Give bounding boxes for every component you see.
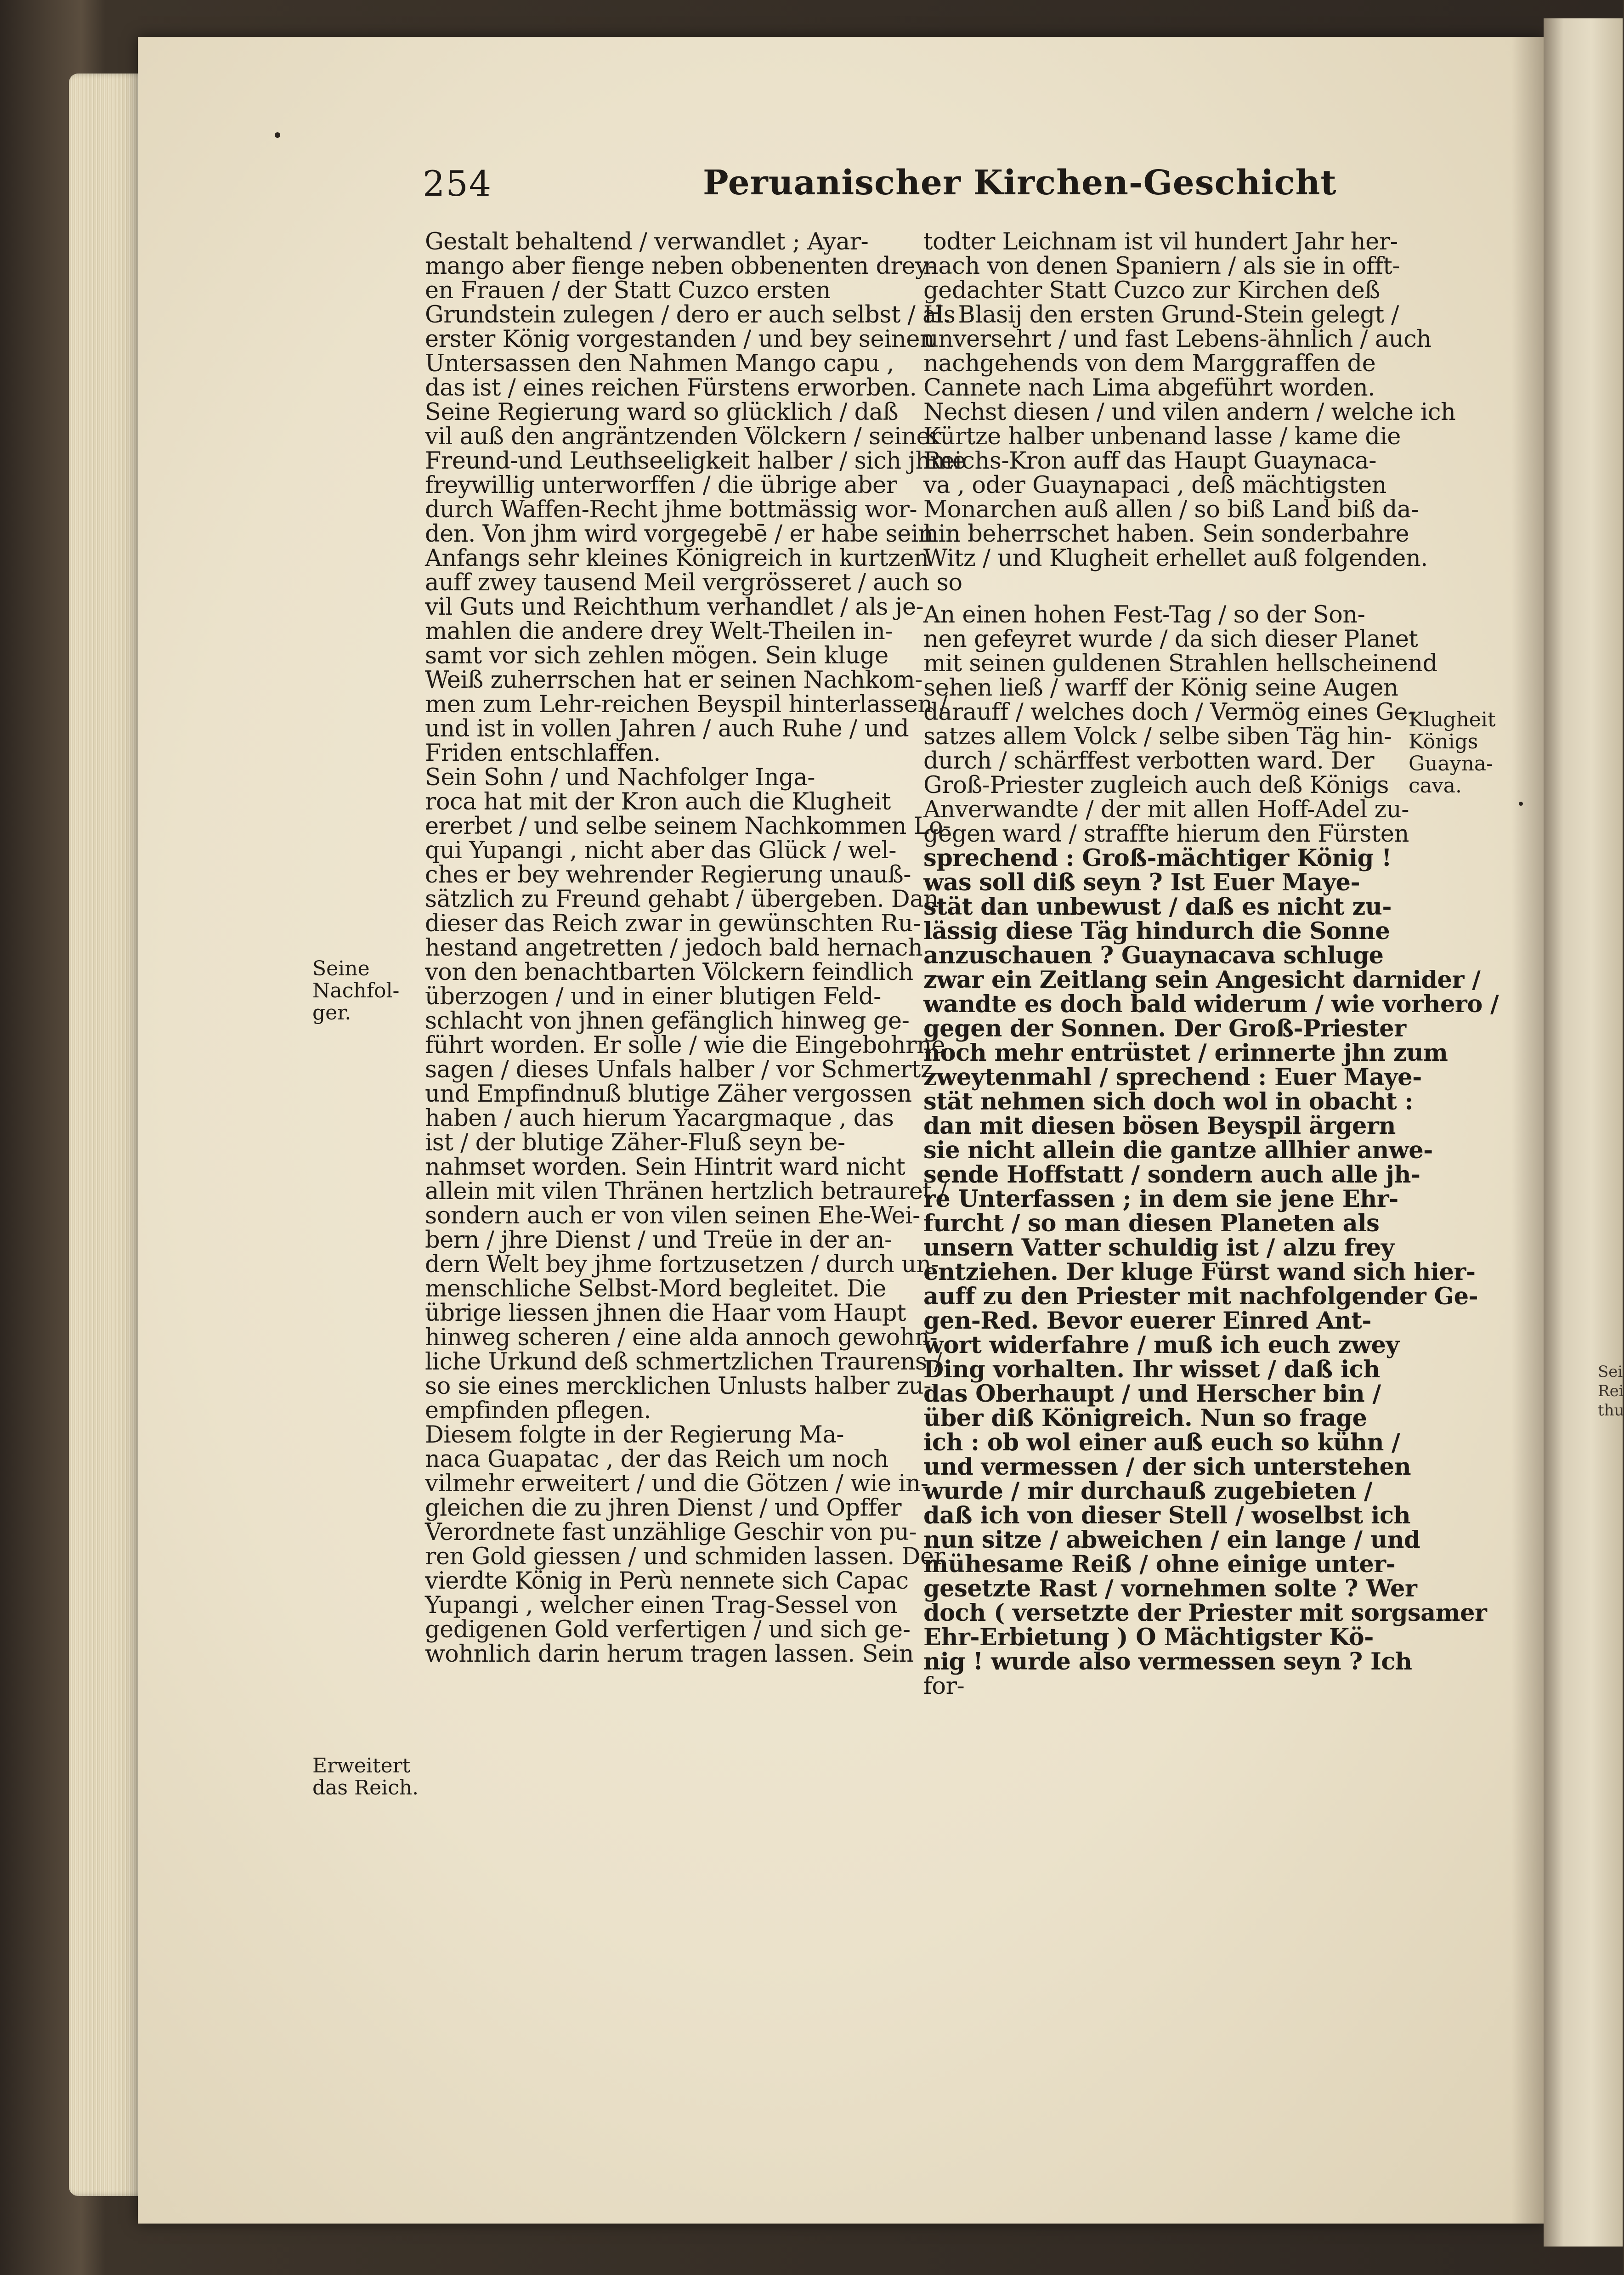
text-line: qui Yupangi , nicht aber das Glück / wel- [425, 837, 896, 864]
text-line: daß ich von dieser Stell / woselbst ich [923, 1502, 1411, 1529]
text-line: gesetzte Rast / vornehmen solte ? Wer [923, 1575, 1417, 1602]
text-line: Untersassen den Nahmen Mango capu , [425, 350, 894, 377]
text-line: en Frauen / der Statt Cuzco ersten [425, 277, 831, 304]
text-line: mango aber fienge neben obbenenten drey- [425, 253, 936, 280]
text-line: Gestalt behaltend / verwandlet ; Ayar- [425, 228, 869, 255]
text-line: Yupangi , welcher einen Trag-Sessel von [425, 1592, 898, 1619]
text-line: men zum Lehr-reichen Beyspil hinterlassen / [425, 691, 948, 718]
text-line: vil Guts und Reichthum verhandlet / als je- [425, 594, 924, 621]
text-line: überzogen / und in einer blutigen Feld- [425, 983, 881, 1010]
text-line: Friden entschlaffen. [425, 740, 661, 767]
text-line: bern / jhre Dienst / und Treüe in der an- [425, 1227, 892, 1254]
text-line: Nechst diesen / und vilen andern / welche ich [923, 399, 1456, 426]
text-line: nen gefeyret wurde / da sich dieser Planet [923, 626, 1418, 653]
text-line: gedachter Statt Cuzco zur Kirchen deß [923, 277, 1380, 304]
text-line: hestand angetretten / jedoch bald hernach [425, 934, 923, 962]
text-line: ches er bey wehrender Regierung unauß- [425, 861, 911, 888]
text-line: dieser das Reich zwar in gewünschten Ru- [425, 910, 921, 937]
text-line: nig ! wurde also vermessen seyn ? Ich [923, 1648, 1412, 1675]
text-line: gedigenen Gold verfertigen / und sich ge- [425, 1616, 911, 1643]
text-line: gen-Red. Bevor euerer Einred Ant- [923, 1307, 1372, 1335]
text-line: Reichs-Kron auff das Haupt Guaynaca- [923, 447, 1376, 475]
text-line: durch Waffen-Recht jhme bottmässig wor- [425, 496, 917, 523]
text-line: todter Leichnam ist vil hundert Jahr her- [923, 228, 1398, 255]
text-line: schlacht von jhnen gefänglich hinweg ge- [425, 1007, 910, 1035]
text-line: Witz / und Klugheit erhellet auß folgenden. [923, 545, 1428, 572]
margin-note-line: Königs [1409, 730, 1478, 753]
margin-note-line: Guayna- [1409, 752, 1494, 775]
text-line: ist / der blutige Zäher-Fluß seyn be- [425, 1129, 845, 1156]
text-line: satzes allem Volck / selbe siben Täg hin- [923, 723, 1392, 750]
text-line: Monarchen auß allen / so biß Land biß da- [923, 496, 1419, 523]
text-line: sätzlich zu Freund gehabt / übergeben. Dan [425, 886, 939, 913]
text-line: re Unterfassen ; in dem sie jene Ehr- [923, 1185, 1398, 1213]
text-line: ren Gold giessen / und schmiden lassen. Der [425, 1543, 945, 1570]
text-line: samt vor sich zehlen mögen. Sein kluge [425, 642, 888, 669]
text-line: wurde / mir durchauß zugebieten / [923, 1477, 1373, 1505]
text-line: unsern Vatter schuldig ist / alzu frey [923, 1234, 1394, 1262]
text-line: liche Urkund deß schmertzlichen Traurens / [425, 1348, 942, 1375]
text-line: vil auß den angräntzenden Völckern / seiner [425, 423, 941, 450]
text-line: Weiß zuherrschen hat er seinen Nachkom- [425, 667, 922, 694]
text-line: nachgehends von dem Marggraffen de [923, 350, 1376, 377]
text-line: führt worden. Er solle / wie die Eingebohrne [425, 1032, 945, 1059]
text-line: sprechend : Groß-mächtiger König ! [923, 844, 1392, 872]
text-line: erster König vorgestanden / und bey seinen [425, 326, 935, 353]
text-line: freywillig unterworffen / die übrige aber [425, 472, 897, 499]
text-line: Grundstein zulegen / dero er auch selbst / als [425, 301, 956, 328]
text-line: und ist in vollen Jahren / auch Ruhe / und [425, 715, 909, 742]
text-line: vierdte König in Perù nennete sich Capac [425, 1568, 909, 1595]
text-line: sehen ließ / warff der König seine Augen [923, 674, 1398, 702]
ink-dot [1519, 802, 1523, 806]
next-page-edge [1544, 18, 1623, 2247]
margin-note-line: Nachfol- [312, 979, 400, 1002]
text-line: den. Von jhm wird vorgegebē / er habe sein [425, 521, 934, 548]
text-line: gleichen die zu jhren Dienst / und Opffer [425, 1494, 901, 1522]
text-line: zweytenmahl / sprechend : Euer Maye- [923, 1064, 1422, 1091]
next-page-margin-fragment [1598, 1362, 1624, 1420]
margin-note-line: ger. [312, 1001, 351, 1024]
text-line: naca Guapatac , der das Reich um noch [425, 1446, 888, 1473]
text-line: hin beherrschet haben. Sein sonderbahre [923, 521, 1409, 548]
right-paragraph-1 [923, 228, 1456, 572]
text-line: roca hat mit der Kron auch die Klugheit [425, 788, 891, 815]
text-line: hinweg scheren / eine alda annoch gewohn- [425, 1324, 938, 1351]
text-line: wohnlich darin herum tragen lassen. Sein [425, 1641, 914, 1668]
text-line: darauff / welches doch / Vermög eines Ge- [923, 699, 1415, 726]
text-line: so sie eines mercklichen Unlusts halber zu- [425, 1373, 931, 1400]
text-line: H. Blasij den ersten Grund-Stein gelegt / [923, 301, 1399, 328]
text-line: ererbet / und selbe seinem Nachkommen Lo- [425, 813, 951, 840]
text-line: An einen hohen Fest-Tag / so der Son- [923, 601, 1365, 628]
text-line: sondern auch er von vilen seinen Ehe-Wei- [425, 1202, 920, 1229]
text-line: Anfangs sehr kleines Königreich in kurtzen [425, 545, 929, 572]
text-line: ich : ob wol einer auß euch so kühn / [923, 1429, 1400, 1456]
margin-note-expanded-realm [312, 1755, 419, 1799]
margin-note-line: Seine [312, 957, 370, 980]
text-line: Verordnete fast unzählige Geschir von pu- [425, 1519, 917, 1546]
text-line: Anverwandte / der mit allen Hoff-Adel zu- [923, 796, 1409, 823]
margin-note-line: Klugheit [1409, 708, 1496, 731]
text-line: doch ( versetzte der Priester mit sorgsamer [923, 1599, 1487, 1627]
text-line: lässig diese Täg hindurch die Sonne [923, 917, 1390, 945]
ink-dot [275, 132, 280, 138]
text-line: Kürtze halber unbenand lasse / kame die [923, 423, 1401, 450]
text-line: Freund-und Leuthseeligkeit halber / sich jhme [425, 447, 966, 475]
text-line: nun sitze / abweichen / ein lange / und [923, 1526, 1420, 1554]
text-line: wandte es doch bald widerum / wie vorhero / [923, 990, 1499, 1018]
text-line: unversehrt / und fast Lebens-ähnlich / auch [923, 326, 1432, 353]
text-line: stät dan unbewust / daß es nicht zu- [923, 893, 1392, 921]
text-line: Cannete nach Lima abgeführt worden. [923, 374, 1375, 402]
page-stack-edges [69, 74, 147, 2196]
text-line: for- [923, 1673, 965, 1700]
text-line: auff zwey tausend Meil vergrösseret / auch so [425, 569, 962, 596]
text-line: übrige liessen jhnen die Haar vom Haupt [425, 1300, 906, 1327]
page-number: 254 [423, 163, 492, 204]
margin-note-wisdom [1409, 709, 1496, 797]
text-line: zwar ein Zeitlang sein Angesicht darnider / [923, 966, 1481, 994]
margin-note-line: thu [1598, 1401, 1624, 1420]
text-line: stät nehmen sich doch wol in obacht : [923, 1088, 1413, 1115]
text-line: Seine Regierung ward so glücklich / daß [425, 399, 899, 426]
text-line: nach von denen Spaniern / als sie in offt- [923, 253, 1400, 280]
page-header [423, 163, 1337, 209]
text-line: sagen / dieses Unfals halber / vor Schmertz [425, 1056, 933, 1083]
margin-note-successors [312, 958, 399, 1024]
text-line: nahmset worden. Sein Hintrit ward nicht [425, 1154, 905, 1181]
text-line: menschliche Selbst-Mord begleitet. Die [425, 1275, 886, 1302]
text-line: mühesame Reiß / ohne einige unter- [923, 1551, 1396, 1578]
margin-note-line: Rei [1598, 1382, 1624, 1400]
text-line: mahlen die andere drey Welt-Theilen in- [425, 618, 893, 645]
text-line: durch / schärffest verbotten ward. Der [923, 747, 1374, 775]
text-line: gegen ward / straffte hierum den Fürsten [923, 821, 1409, 848]
text-line: Diesem folgte in der Regierung Ma- [425, 1421, 844, 1449]
text-line: das ist / eines reichen Fürstens erworben. [425, 374, 917, 402]
margin-note-line: Sei [1598, 1363, 1623, 1381]
text-line: auff zu den Priester mit nachfolgender Ge- [923, 1283, 1478, 1310]
text-line: haben / auch hierum Yacargmaque , das [425, 1105, 894, 1132]
text-line: allein mit vilen Thränen hertzlich betrauret / [425, 1178, 947, 1205]
running-title: Peruanischer Kirchen-Geschicht [703, 163, 1337, 203]
text-line: empfinden pflegen. [425, 1397, 651, 1424]
text-line: das Oberhaupt / und Herscher bin / [923, 1380, 1381, 1408]
text-line: über diß Königreich. Nun so frage [923, 1404, 1367, 1432]
right-text-column [923, 228, 1499, 1700]
text-line: dern Welt bey jhme fortzusetzen / durch un- [425, 1251, 939, 1278]
text-line: entziehen. Der kluge Fürst wand sich hier- [923, 1258, 1476, 1286]
text-line: vilmehr erweitert / und die Götzen / wie in- [425, 1470, 928, 1497]
text-line: Sein Sohn / und Nachfolger Inga- [425, 764, 815, 791]
gutter-shadow [1511, 37, 1548, 2224]
text-line: von den benachtbarten Völckern feindlich [425, 959, 913, 986]
text-line: und vermessen / der sich unterstehen [923, 1453, 1411, 1481]
text-line: gegen der Sonnen. Der Groß-Priester [923, 1015, 1406, 1042]
text-line: wort widerfahre / muß ich euch zwey [923, 1331, 1399, 1359]
left-text-column [425, 228, 966, 1668]
text-line: furcht / so man diesen Planeten als [923, 1210, 1380, 1237]
text-line: va , oder Guaynapaci , deß mächtigsten [923, 472, 1387, 499]
text-line: noch mehr entrüstet / erinnerte jhn zum [923, 1039, 1448, 1067]
text-line: sie nicht allein die gantze allhier anwe- [923, 1137, 1433, 1164]
margin-note-line: das Reich. [312, 1776, 419, 1800]
text-line: Ehr-Erbietung ) O Mächtigster Kö- [923, 1624, 1374, 1651]
text-line: Groß-Priester zugleich auch deß Königs [923, 772, 1389, 799]
paragraph-gap [923, 571, 1403, 603]
margin-note-line: Erweitert [312, 1754, 411, 1777]
text-line: sende Hoffstatt / sondern auch alle jh- [923, 1161, 1420, 1188]
margin-note-line: cava. [1409, 774, 1462, 798]
text-line: mit seinen guldenen Strahlen hellscheinend [923, 650, 1437, 677]
text-line: was soll diß seyn ? Ist Euer Maye- [923, 869, 1360, 896]
text-line: Ding vorhalten. Ihr wisset / daß ich [923, 1356, 1380, 1383]
text-line: dan mit diesen bösen Beyspil ärgern [923, 1112, 1396, 1140]
text-line: anzuschauen ? Guaynacava schluge [923, 942, 1384, 969]
text-line: und Empfindnuß blutige Zäher vergossen [425, 1081, 912, 1108]
